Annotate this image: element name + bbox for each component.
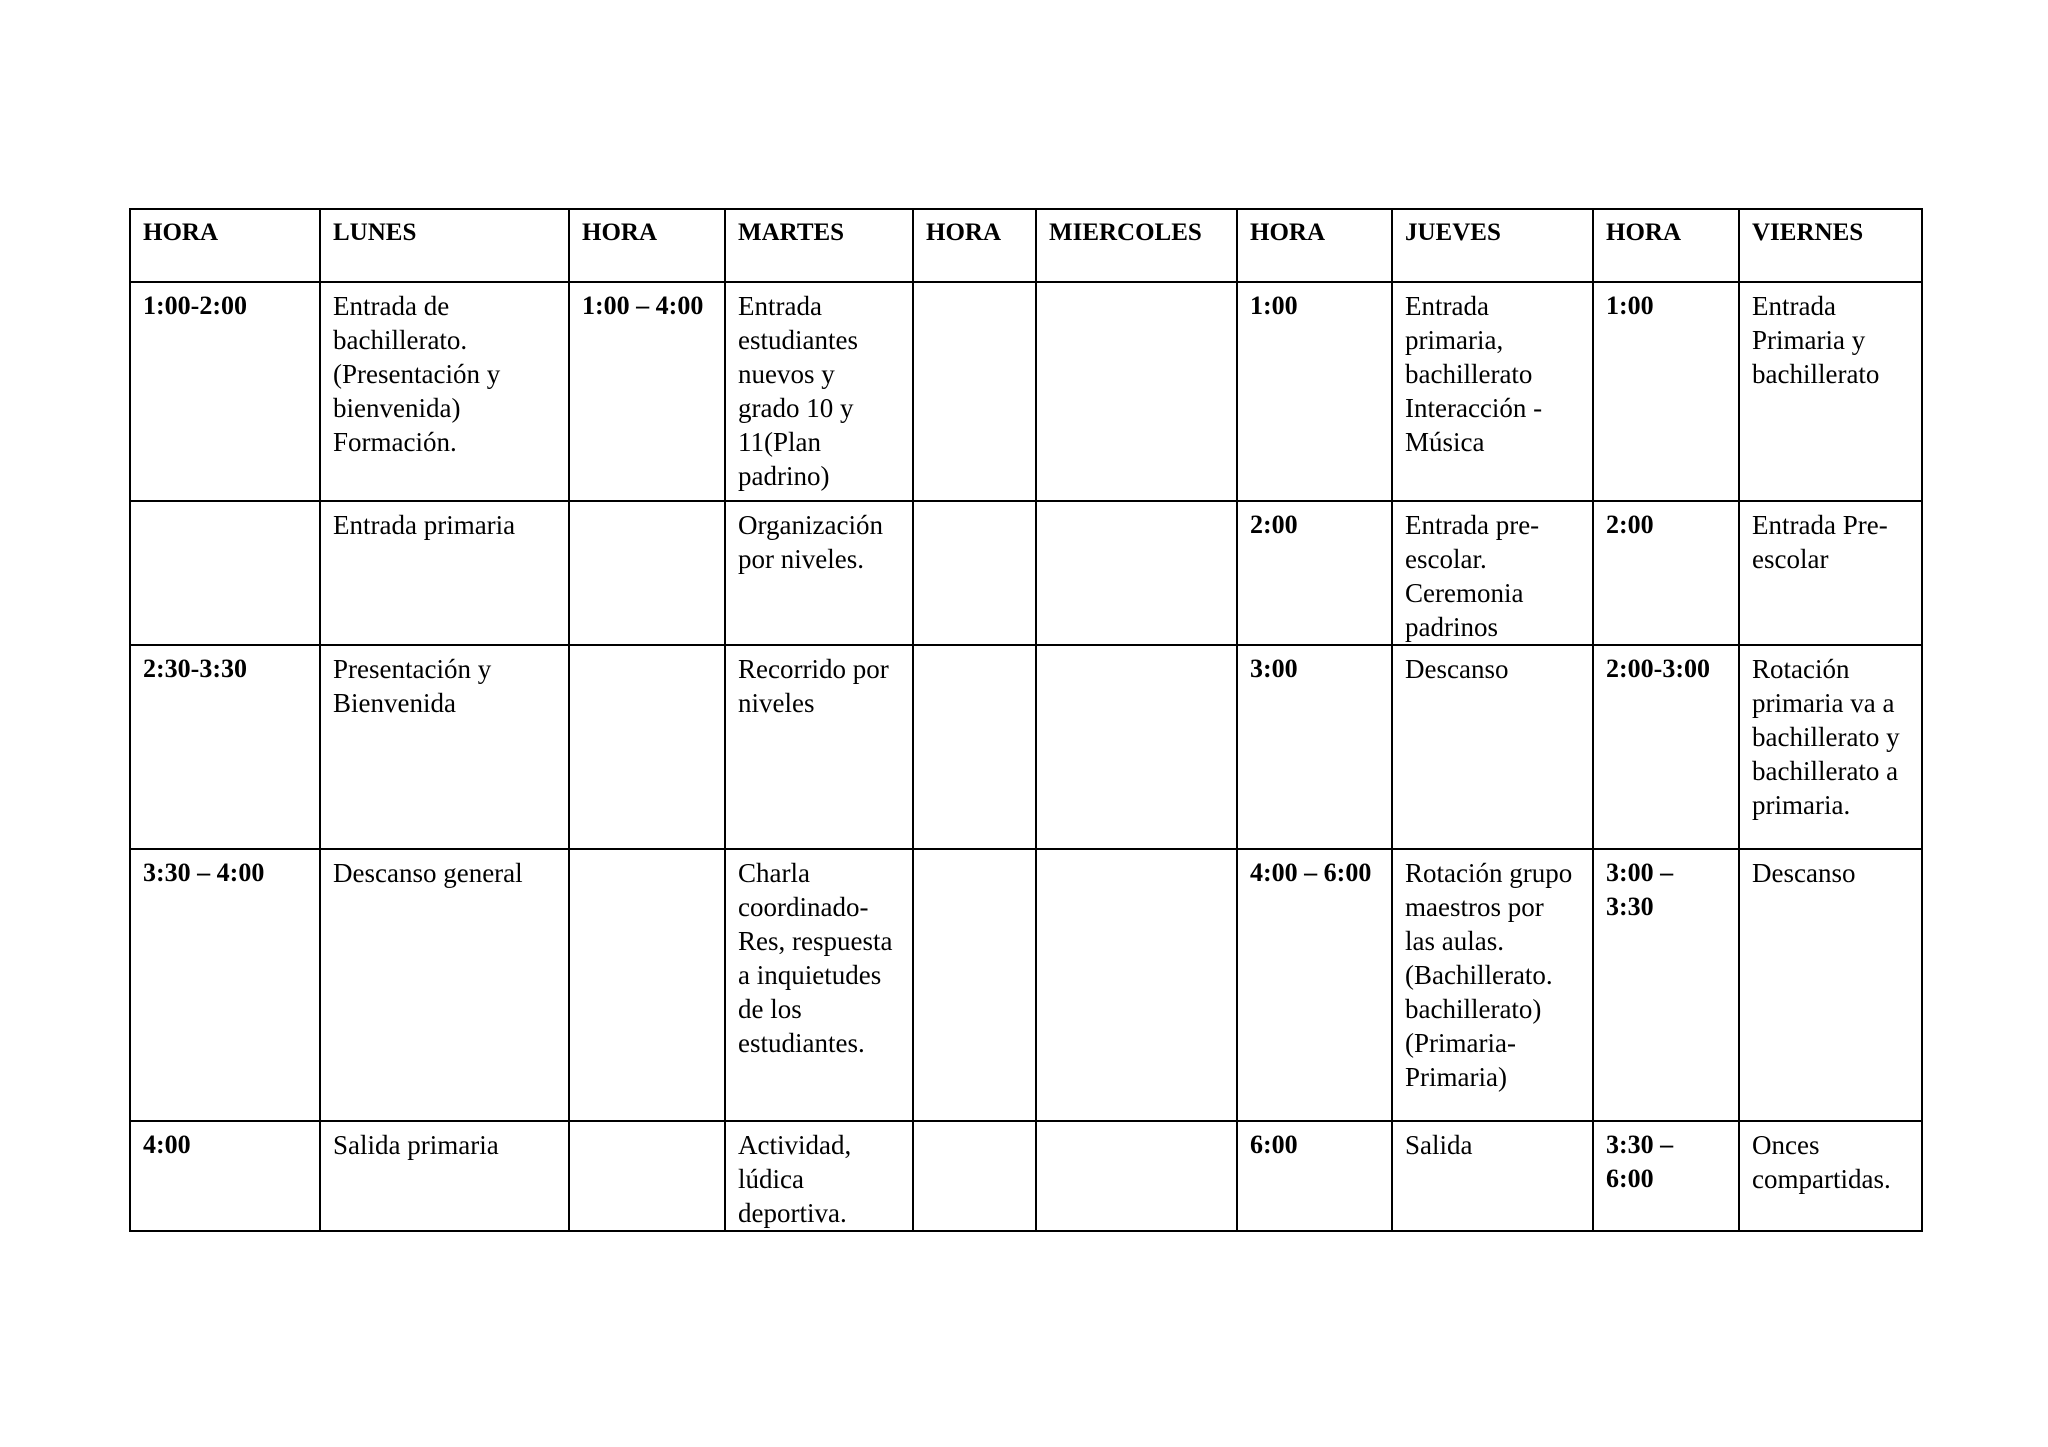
activity-cell: Rotación primaria va a bachillerato y bachillerato a primaria.	[1739, 645, 1922, 849]
activity-cell: Entrada estudiantes nuevos y grado 10 y 11(Plan padrino)	[725, 282, 913, 501]
header-cell-jueves: JUEVES	[1392, 209, 1593, 282]
time-cell: 4:00	[130, 1121, 320, 1231]
header-cell-hora: HORA	[130, 209, 320, 282]
activity-cell: Charla coordinado-Res, respuesta a inquietudes de los estudiantes.	[725, 849, 913, 1121]
activity-cell: Descanso	[1739, 849, 1922, 1121]
time-cell	[569, 501, 725, 645]
header-row	[130, 209, 1922, 282]
time-cell: 2:00	[1237, 501, 1392, 645]
time-cell: 1:00 – 4:00	[569, 282, 725, 501]
activity-cell: Entrada de bachillerato. (Presentación y bienvenida) Formación.	[320, 282, 569, 501]
table-row	[130, 282, 1922, 501]
time-cell	[569, 645, 725, 849]
activity-cell: Entrada Primaria y bachillerato	[1739, 282, 1922, 501]
header-cell-martes: MARTES	[725, 209, 913, 282]
activity-cell: Recorrido por niveles	[725, 645, 913, 849]
header-cell-hora: HORA	[569, 209, 725, 282]
header-cell-hora: HORA	[1593, 209, 1739, 282]
time-cell: 2:00-3:00	[1593, 645, 1739, 849]
time-cell	[569, 849, 725, 1121]
header-cell-viernes: VIERNES	[1739, 209, 1922, 282]
time-cell: 2:00	[1593, 501, 1739, 645]
activity-cell: Entrada Pre-escolar	[1739, 501, 1922, 645]
schedule-table	[129, 208, 1923, 1232]
activity-cell: Organización por niveles.	[725, 501, 913, 645]
activity-cell	[1036, 645, 1237, 849]
time-cell: 1:00-2:00	[130, 282, 320, 501]
activity-cell: Rotación grupo maestros por las aulas. (Bachillerato. bachillerato) (Primaria-Primaria)	[1392, 849, 1593, 1121]
time-cell: 3:30 – 6:00	[1593, 1121, 1739, 1231]
header-cell-lunes: LUNES	[320, 209, 569, 282]
header-cell-hora: HORA	[1237, 209, 1392, 282]
table-row	[130, 1121, 1922, 1231]
time-cell	[569, 1121, 725, 1231]
time-cell: 6:00	[1237, 1121, 1392, 1231]
time-cell: 3:00	[1237, 645, 1392, 849]
activity-cell: Presentación y Bienvenida	[320, 645, 569, 849]
activity-cell: Entrada primaria	[320, 501, 569, 645]
time-cell	[130, 501, 320, 645]
activity-cell: Entrada pre-escolar. Ceremonia padrinos	[1392, 501, 1593, 645]
activity-cell: Onces compartidas.	[1739, 1121, 1922, 1231]
time-cell: 3:00 – 3:30	[1593, 849, 1739, 1121]
activity-cell: Salida primaria	[320, 1121, 569, 1231]
time-cell: 2:30-3:30	[130, 645, 320, 849]
activity-cell: Salida	[1392, 1121, 1593, 1231]
header-cell-hora: HORA	[913, 209, 1036, 282]
header-cell-miercoles: MIERCOLES	[1036, 209, 1237, 282]
activity-cell: Descanso general	[320, 849, 569, 1121]
table-row	[130, 645, 1922, 849]
time-cell: 4:00 – 6:00	[1237, 849, 1392, 1121]
activity-cell: Actividad, lúdica deportiva.	[725, 1121, 913, 1231]
time-cell	[913, 849, 1036, 1121]
activity-cell: Descanso	[1392, 645, 1593, 849]
time-cell: 1:00	[1593, 282, 1739, 501]
table-row	[130, 501, 1922, 645]
time-cell: 3:30 – 4:00	[130, 849, 320, 1121]
activity-cell: Entrada primaria, bachillerato Interacción - Música	[1392, 282, 1593, 501]
activity-cell	[1036, 849, 1237, 1121]
time-cell	[913, 1121, 1036, 1231]
time-cell	[913, 645, 1036, 849]
activity-cell	[1036, 1121, 1237, 1231]
time-cell: 1:00	[1237, 282, 1392, 501]
time-cell	[913, 501, 1036, 645]
time-cell	[913, 282, 1036, 501]
activity-cell	[1036, 501, 1237, 645]
table-row	[130, 849, 1922, 1121]
activity-cell	[1036, 282, 1237, 501]
